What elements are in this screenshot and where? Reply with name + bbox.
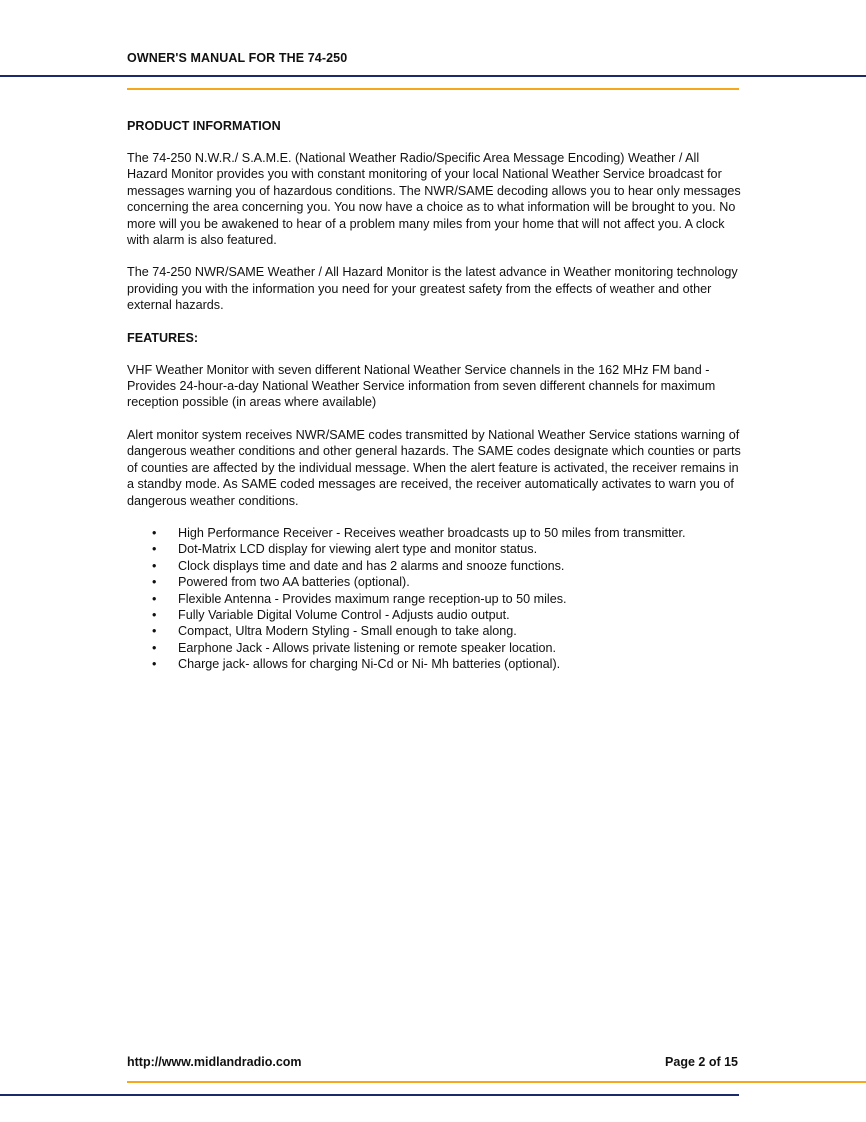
feature-list-item: • Fully Variable Digital Volume Control - Adjusts audio output. bbox=[178, 607, 742, 623]
product-info-paragraph: The 74-250 N.W.R./ S.A.M.E. (National Weather Radio/Specific Area Message Encoding) Weather / All Hazard Monitor provides you with constant monitoring of your local National Weather Service broadcast for messages warning you of hazardous conditions. The NWR/SAME decoding allows you to hear only messages concerning the area concerning you. You now have a choice as to what information will be brought to you. No more will you be awakened to hear of a problem many miles from your home that will not affect you. A clock with alarm is also featured. bbox=[127, 151, 741, 248]
footer-divider-blue bbox=[0, 1094, 739, 1096]
footer-website-link[interactable]: http://www.midlandradio.com bbox=[127, 1055, 302, 1069]
feature-list-item: • Earphone Jack - Allows private listening or remote speaker location. bbox=[178, 640, 742, 656]
header-divider-gold bbox=[127, 88, 739, 90]
page-header-title: OWNER'S MANUAL FOR THE 74-250 bbox=[127, 51, 348, 65]
features-heading: FEATURES: bbox=[127, 330, 199, 345]
footer-page-number: Page 2 of 15 bbox=[665, 1055, 738, 1069]
features-paragraph: Alert monitor system receives NWR/SAME codes transmitted by National Weather Service stations warning of dangerous weather conditions and other general hazards. The SAME codes designate which counties or parts of counties are affected by the individual message. When the alert feature is activated, the receiver remains in a standby mode. As SAME coded messages are received, the receiver automatically activates to warn you of dangerous weather conditions. bbox=[127, 427, 741, 508]
features-bullet-list bbox=[127, 525, 742, 673]
feature-list-item: • High Performance Receiver - Receives weather broadcasts up to 50 miles from transmitter. bbox=[178, 525, 742, 541]
page-content bbox=[127, 118, 742, 673]
product-information-heading: PRODUCT INFORMATION bbox=[127, 119, 281, 133]
feature-list-item: • Dot-Matrix LCD display for viewing alert type and monitor status. bbox=[178, 541, 742, 557]
product-info-paragraph: The 74-250 NWR/SAME Weather / All Hazard Monitor is the latest advance in Weather monitoring technology providing you with the information you need for your greatest safety from the effects of weather and other external hazards. bbox=[127, 265, 738, 313]
feature-list-item: • Charge jack- allows for charging Ni-Cd or Ni- Mh batteries (optional). bbox=[178, 656, 742, 672]
header-divider-blue bbox=[0, 75, 866, 77]
feature-list-item: • Clock displays time and date and has 2 alarms and snooze functions. bbox=[178, 558, 742, 574]
feature-list-item: • Flexible Antenna - Provides maximum range reception-up to 50 miles. bbox=[178, 591, 742, 607]
feature-list-item: • Powered from two AA batteries (optional). bbox=[178, 574, 742, 590]
feature-list-item: • Compact, Ultra Modern Styling - Small enough to take along. bbox=[178, 623, 742, 639]
footer-divider-gold bbox=[127, 1081, 866, 1083]
features-paragraph: VHF Weather Monitor with seven different National Weather Service channels in the 162 MHz FM band - Provides 24-hour-a-day National Weather Service information from seven different channels for maximum reception possible (in areas where available) bbox=[127, 362, 716, 410]
